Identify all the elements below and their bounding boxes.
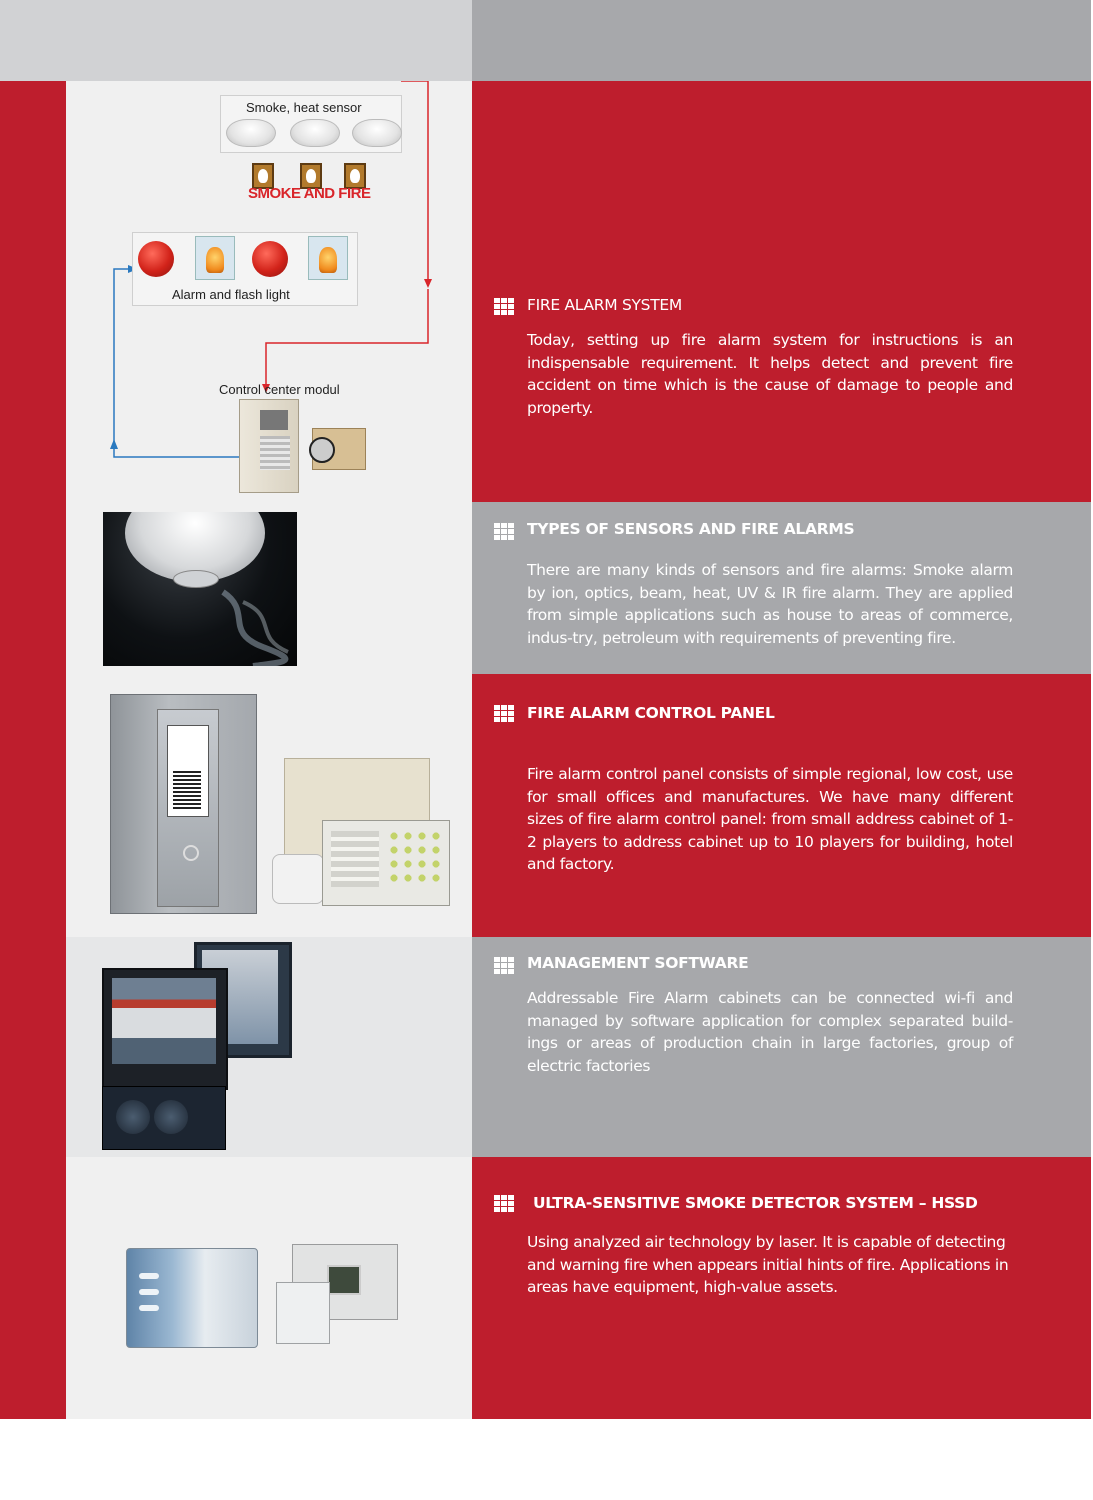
section-title: FIRE ALARM SYSTEM: [527, 296, 682, 314]
heat-sensor-icon: [290, 119, 340, 147]
management-software-photo: [100, 942, 290, 1152]
section-management-software: [472, 937, 1091, 1157]
section-icon: [494, 523, 516, 540]
left-red-strip: [0, 81, 66, 1419]
section-title: MANAGEMENT SOFTWARE: [527, 954, 749, 972]
section-body: Addressable Fire Alarm cabinets can be connected wi-fi and managed by software application for complex separated build-ings or areas of production chain in large factories, group of electric factories: [527, 989, 1013, 1075]
section-types-of-sensors: [472, 502, 1091, 674]
smoke-detector-photo: [103, 512, 297, 666]
section-icon: [494, 957, 516, 974]
hssd-unit-photo: [126, 1248, 258, 1348]
alarm-label: Alarm and flash light: [172, 287, 290, 302]
section-body: Using analyzed air technology by laser. It is capable of detecting and warning fire when appears initial hints of fire. Applications in areas have equipment, high-value assets.: [527, 1233, 1009, 1297]
section-body: Today, setting up fire alarm system for instructions is an indispensable requirement. It helps detect and prevent fire accident on time which is the cause of damage to people and property.: [527, 331, 1013, 417]
control-label: Control center modul: [219, 382, 340, 397]
smoke-fire-label: SMOKE AND FIRE: [248, 185, 371, 202]
section-icon: [494, 705, 516, 722]
keypad-panel-photo: [270, 758, 460, 906]
section-title: FIRE ALARM CONTROL PANEL: [527, 704, 775, 722]
flash-light-icon: [195, 236, 235, 280]
section-body: There are many kinds of sensors and fire alarms: Smoke alarm by ion, optics, beam, heat, UV & IR fire alarm. They are applied from simple applications such as house to areas of commerce, indus-try, petroleum with requirements of preventing fire.: [527, 561, 1013, 647]
sensor-label: Smoke, heat sensor: [246, 100, 362, 115]
section-fire-alarm-system: [472, 81, 1091, 502]
section-icon: [494, 1195, 516, 1212]
flash-light-icon: [308, 236, 348, 280]
section-title: TYPES OF SENSORS AND FIRE ALARMS: [527, 520, 855, 538]
control-panel-image: [239, 399, 299, 493]
top-band-light: [0, 0, 472, 81]
section-body: Fire alarm control panel consists of simple regional, low cost, use for small offices and manufactures. We have many different sizes of fire alarm control panel: from small address cabinet of 1-2 players to address cabinet up to 10 players for building, hotel and factory.: [527, 765, 1013, 874]
section-control-panel: [472, 674, 1091, 937]
section-title: ULTRA-SENSITIVE SMOKE DETECTOR SYSTEM – HSSD: [533, 1194, 978, 1212]
hssd-module-photo: [276, 1282, 330, 1344]
section-hssd: [472, 1157, 1091, 1419]
control-panel-detail-image: [312, 428, 366, 470]
alarm-bell-icon: [138, 241, 174, 277]
alarm-bell-icon: [252, 241, 288, 277]
control-panel-photo: [110, 694, 257, 914]
top-band-dark: [472, 0, 1091, 81]
smoke-sensor-icon: [226, 119, 276, 147]
smoke-sensor-icon: [352, 119, 402, 147]
section-icon: [494, 298, 516, 315]
fire-alarm-diagram: [66, 81, 472, 502]
